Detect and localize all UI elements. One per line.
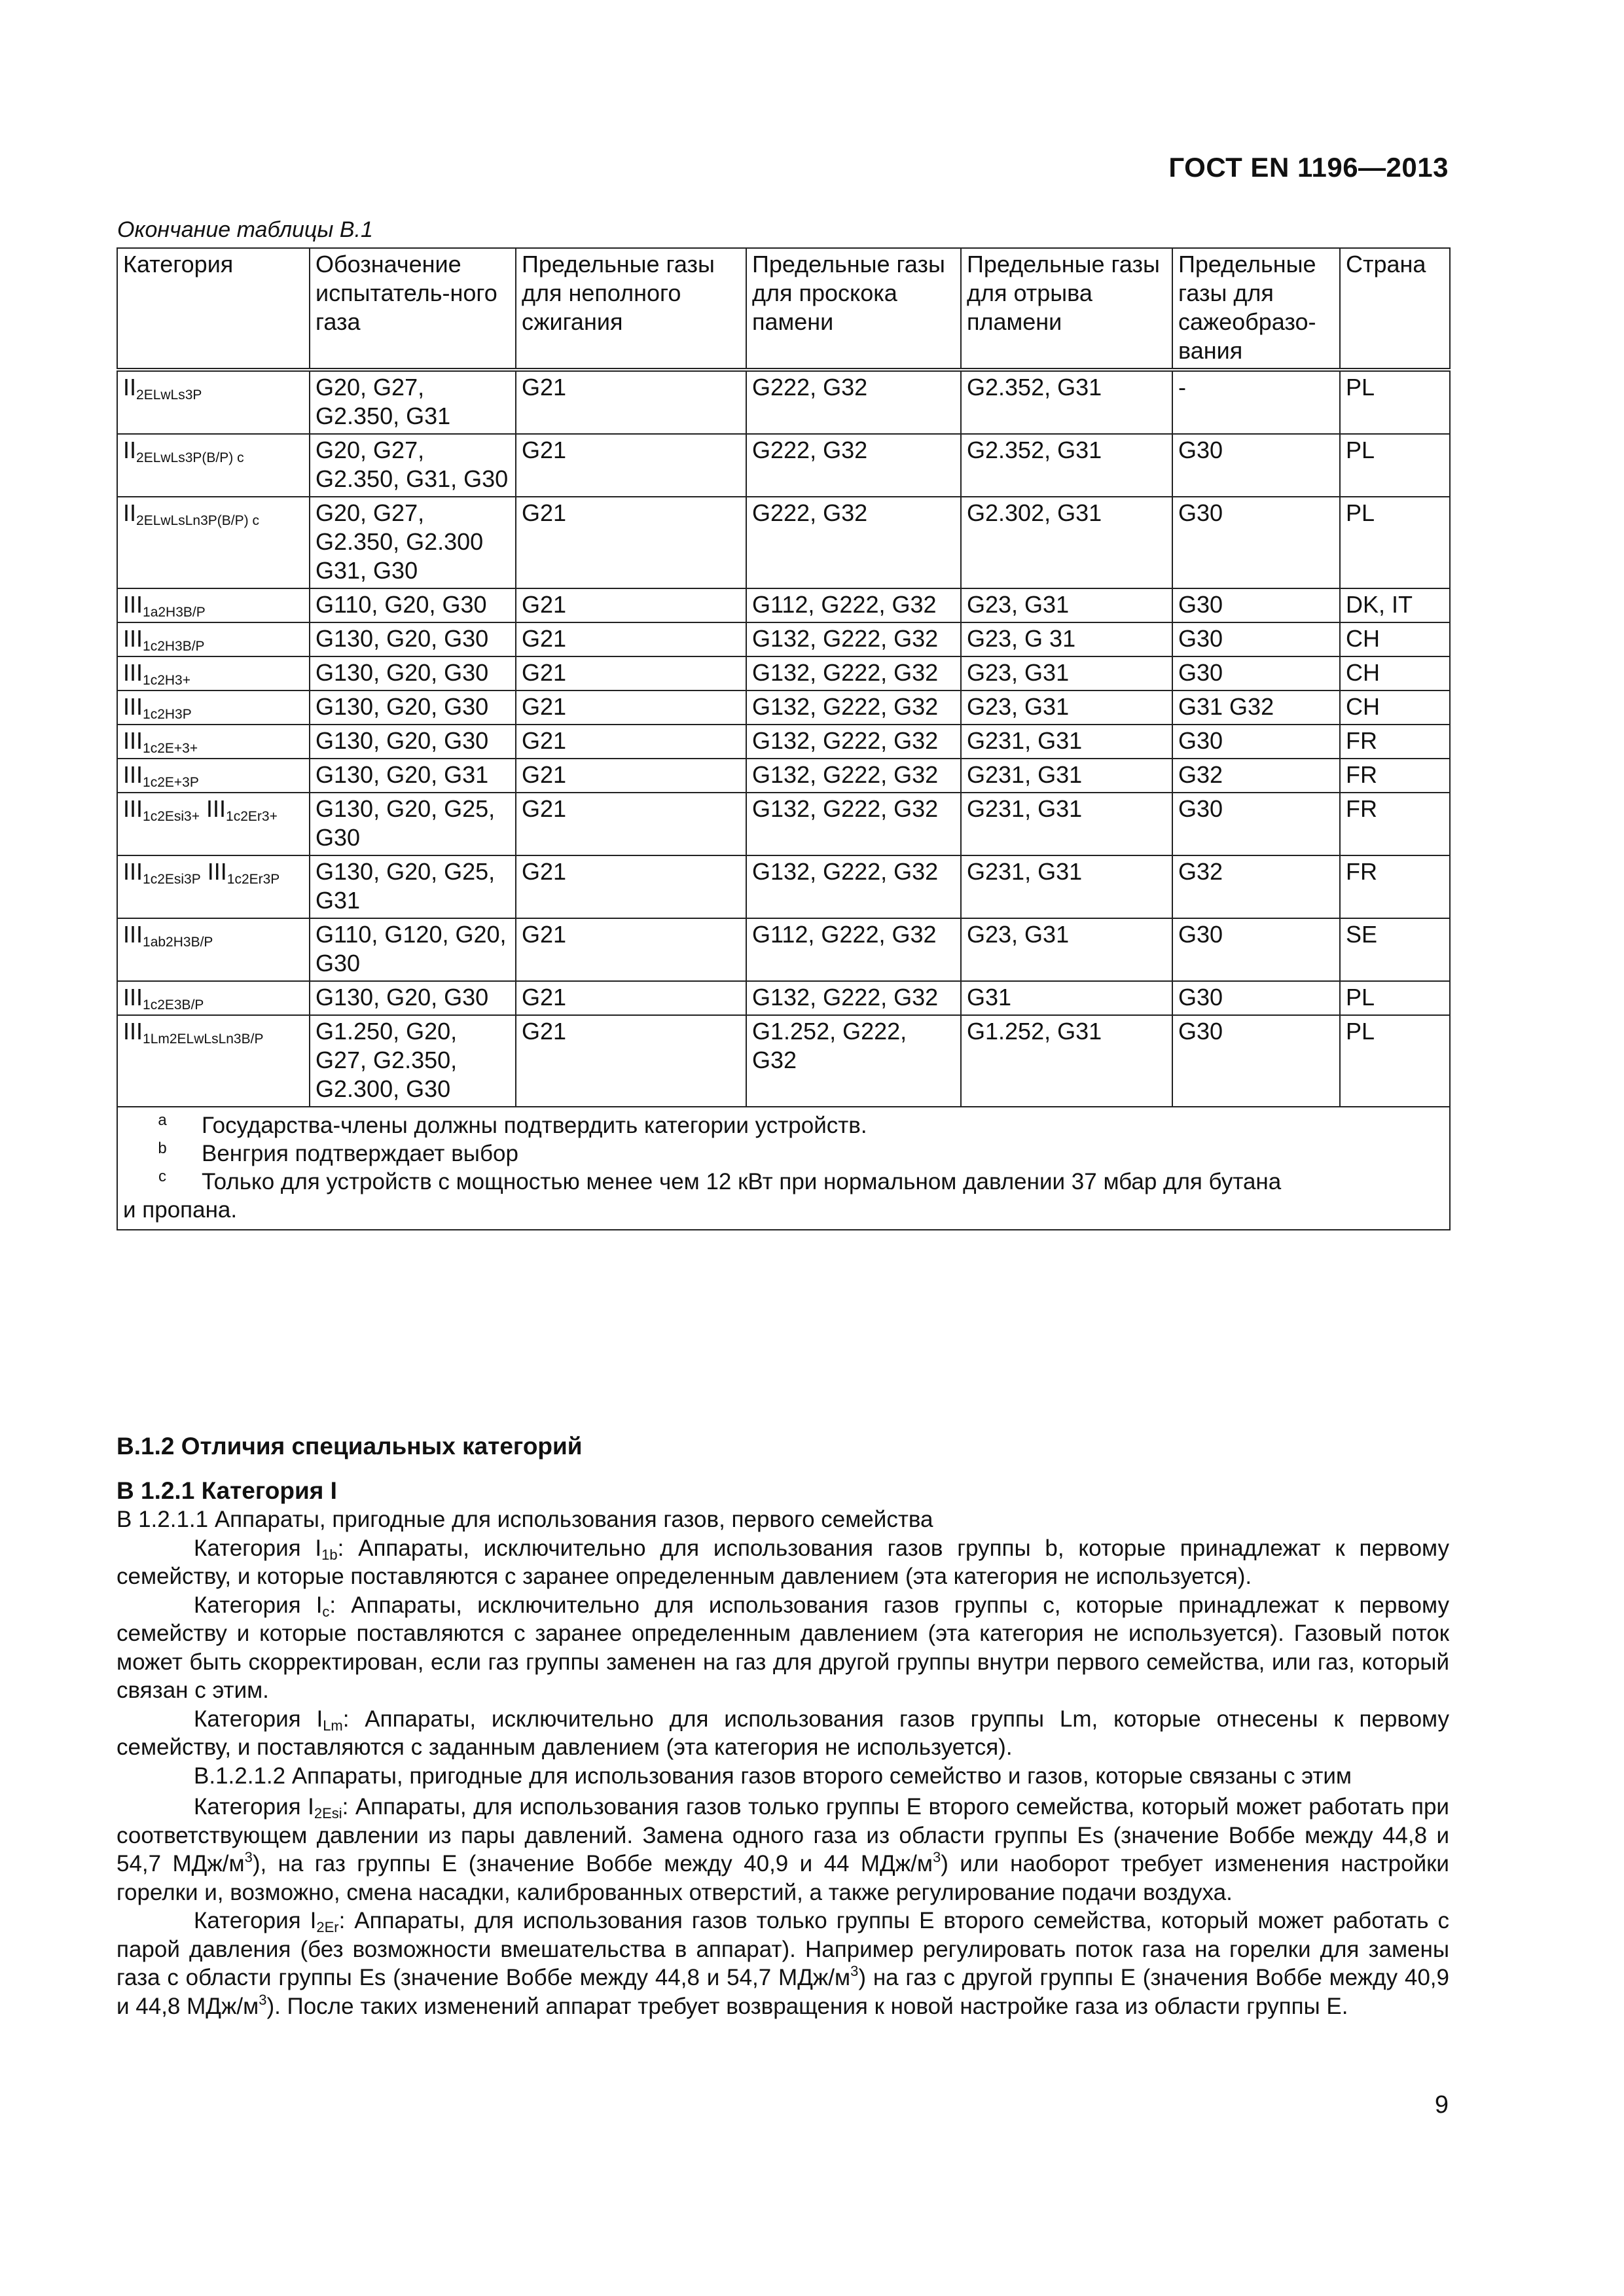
table-row xyxy=(117,1015,1450,1107)
country-cell: PL xyxy=(1340,370,1450,434)
country-cell: PL xyxy=(1340,497,1450,588)
country-cell: PL xyxy=(1340,434,1450,497)
test-gas-cell: G130, G20, G25, G31 xyxy=(310,855,516,918)
table-row xyxy=(117,759,1450,793)
flame-lift-cell: G23, G31 xyxy=(961,918,1172,981)
table-notes-row xyxy=(117,1107,1450,1230)
category-cell: $II_{2ELwLs3P}$ xyxy=(117,370,310,434)
light-back-cell: G132, G222, G32 xyxy=(746,981,961,1015)
column-header: Предельные газы для отрыва пламени xyxy=(961,248,1172,370)
flame-lift-cell: G23, G31 xyxy=(961,656,1172,691)
column-header: Обозначение испытатель-ного газа xyxy=(310,248,516,370)
flame-lift-cell: G23, G31 xyxy=(961,691,1172,725)
column-header: Страна xyxy=(1340,248,1450,370)
category-cell: $III_{1c2E3B/P}$ xyxy=(117,981,310,1015)
section-body xyxy=(117,1432,1449,2020)
incomplete-combustion-cell: G21 xyxy=(516,588,746,622)
table-row xyxy=(117,793,1450,855)
section-heading: В.1.2 Отличия специальных категорий xyxy=(117,1433,583,1460)
flame-lift-cell: G2.302, G31 xyxy=(961,497,1172,588)
table-row xyxy=(117,656,1450,691)
category-cell: $III_{1c2E+3+}$ xyxy=(117,725,310,759)
incomplete-combustion-cell: G21 xyxy=(516,918,746,981)
column-header: Категория xyxy=(117,248,310,370)
column-header: Предельные газы для сажеобразо-вания xyxy=(1172,248,1340,370)
country-cell: FR xyxy=(1340,725,1450,759)
category-cell: $III_{1c2E+3P}$ xyxy=(117,759,310,793)
column-header: Предельные газы для неполного сжигания xyxy=(516,248,746,370)
paragraph-category-ilm: Категория $I_{Lm}$: Аппараты, исключительно для использования газов группы Lm, которые отнесены к первому семейству, и поставляются с заданным давлением (эта категория не используется). xyxy=(117,1706,1449,1760)
light-back-cell: G112, G222, G32 xyxy=(746,918,961,981)
test-gas-cell: G20, G27, G2.350, G31, G30 xyxy=(310,434,516,497)
country-cell: CH xyxy=(1340,622,1450,656)
note-mark: c xyxy=(158,1168,166,1185)
sooting-cell: G30 xyxy=(1172,656,1340,691)
paragraph-category-i2er: Категория $I_{2Er}$: Аппараты, для использования газов только группы Е второго семейства, который может работать с парой давления (без возможности вмешательства в аппарат). Например регулировать поток газа на горелки для замены газа с области группы Es (значение Воббе между 44,8 и 54,7 МДж/$м^3$) на газ с другой группы Е (значения Воббе между 40,9 и 44,8 МДж/$м^3$). После таких изменений аппарат требует возвращения к новой настройке газа из области группы Е. xyxy=(117,1908,1449,2019)
light-back-cell: G132, G222, G32 xyxy=(746,622,961,656)
table-note xyxy=(123,1168,1444,1196)
page-number: 9 xyxy=(1434,2091,1449,2119)
light-back-cell: G132, G222, G32 xyxy=(746,656,961,691)
test-gas-cell: G20, G27, G2.350, G31 xyxy=(310,370,516,434)
incomplete-combustion-cell: G21 xyxy=(516,434,746,497)
table-caption: Окончание таблицы В.1 xyxy=(117,217,373,242)
incomplete-combustion-cell: G21 xyxy=(516,725,746,759)
sooting-cell: G30 xyxy=(1172,981,1340,1015)
table-row xyxy=(117,918,1450,981)
table-row xyxy=(117,434,1450,497)
incomplete-combustion-cell: G21 xyxy=(516,691,746,725)
country-cell: CH xyxy=(1340,691,1450,725)
test-gas-cell: G130, G20, G30 xyxy=(310,656,516,691)
category-cell: $III_{1Lm2ELwLsLn3B/P}$ xyxy=(117,1015,310,1107)
country-cell: SE xyxy=(1340,918,1450,981)
test-gas-cell: G130, G20, G25, G30 xyxy=(310,793,516,855)
gas-categories-table xyxy=(117,247,1451,1230)
light-back-cell: G222, G32 xyxy=(746,370,961,434)
category-cell: $III_{1c2H3B/P}$ xyxy=(117,622,310,656)
flame-lift-cell: G2.352, G31 xyxy=(961,370,1172,434)
table-notes xyxy=(117,1107,1450,1230)
table-header-row xyxy=(117,248,1450,370)
category-cell: $III_{1c2Esi3+}$ $III_{1c2Er3+}$ xyxy=(117,793,310,855)
country-cell: FR xyxy=(1340,855,1450,918)
test-gas-cell: G130, G20, G31 xyxy=(310,759,516,793)
incomplete-combustion-cell: G21 xyxy=(516,855,746,918)
country-cell: PL xyxy=(1340,1015,1450,1107)
note-text-continuation: и пропана. xyxy=(123,1197,238,1223)
country-cell: CH xyxy=(1340,656,1450,691)
table-row xyxy=(117,725,1450,759)
country-cell: FR xyxy=(1340,793,1450,855)
incomplete-combustion-cell: G21 xyxy=(516,497,746,588)
sooting-cell: G32 xyxy=(1172,855,1340,918)
table-row xyxy=(117,370,1450,434)
incomplete-combustion-cell: G21 xyxy=(516,759,746,793)
paragraph-category-ic: Категория $I_c$: Аппараты, исключительно для использования газов группы с, которые принадлежат к первому семейству и которые поставляются с заранее определенным давлением (эта категория не используется). Газовый поток может быть скорректирован, если газ группы заменен на газ для другой группы внутри первого семейства, или газ, который связан с этим. xyxy=(117,1592,1449,1703)
light-back-cell: G112, G222, G32 xyxy=(746,588,961,622)
category-cell: $III_{1c2H3+}$ xyxy=(117,656,310,691)
document-standard-header: ГОСТ EN 1196—2013 xyxy=(1168,152,1449,183)
incomplete-combustion-cell: G21 xyxy=(516,370,746,434)
flame-lift-cell: G231, G31 xyxy=(961,759,1172,793)
light-back-cell: G132, G222, G32 xyxy=(746,725,961,759)
light-back-cell: G222, G32 xyxy=(746,497,961,588)
flame-lift-cell: G2.352, G31 xyxy=(961,434,1172,497)
note-text: Только для устройств с мощностью менее чем 12 кВт при нормальном давлении 37 мбар для бутана xyxy=(202,1169,1282,1194)
light-back-cell: G132, G222, G32 xyxy=(746,691,961,725)
table-note xyxy=(123,1139,1444,1168)
incomplete-combustion-cell: G21 xyxy=(516,656,746,691)
note-mark: a xyxy=(158,1111,167,1129)
category-cell: $III_{1c2H3P}$ xyxy=(117,691,310,725)
sooting-cell: G30 xyxy=(1172,725,1340,759)
flame-lift-cell: G23, G 31 xyxy=(961,622,1172,656)
table-note xyxy=(123,1111,1444,1139)
sooting-cell: G30 xyxy=(1172,497,1340,588)
country-cell: DK, IT xyxy=(1340,588,1450,622)
test-gas-cell: G130, G20, G30 xyxy=(310,981,516,1015)
flame-lift-cell: G231, G31 xyxy=(961,725,1172,759)
test-gas-cell: G110, G20, G30 xyxy=(310,588,516,622)
test-gas-cell: G20, G27, G2.350, G2.300 G31, G30 xyxy=(310,497,516,588)
sooting-cell: G30 xyxy=(1172,588,1340,622)
flame-lift-cell: G231, G31 xyxy=(961,793,1172,855)
category-cell: $II_{2ELwLsLn3P(B/P) c}$ xyxy=(117,497,310,588)
category-cell: $III_{1c2Esi3P}$ $III_{1c2Er3P}$ xyxy=(117,855,310,918)
category-cell: $II_{2ELwLs3P(B/P) c}$ xyxy=(117,434,310,497)
paragraph-category-i1b: Категория $I_{1b}$: Аппараты, исключительно для использования газов группы b, которые принадлежат к первому семейству, и которые поставляются с заранее определенным давлением (эта категория не используется). xyxy=(117,1535,1449,1589)
table-row xyxy=(117,497,1450,588)
sooting-cell: G30 xyxy=(1172,434,1340,497)
table-row xyxy=(117,691,1450,725)
paragraph-category-i2esi: Категория $I_{2Esi}$: Аппараты, для использования газов только группы Е второго семейства, который может работать при соответствующем давлении из пары давлений. Замена одного газа из области группы Es (значение Воббе между 44,8 и 54,7 МДж/$м^3$), на газ группы Е (значение Воббе между 40,9 и 44 МДж/$м^3$) или наоборот требует изменения настройки горелки и, возможно, смена насадки, калиброванных отверстий, а также регулирование подачи воздуха. xyxy=(117,1794,1449,1905)
flame-lift-cell: G23, G31 xyxy=(961,588,1172,622)
sooting-cell: G32 xyxy=(1172,759,1340,793)
column-header: Предельные газы для проскока памени xyxy=(746,248,961,370)
flame-lift-cell: G1.252, G31 xyxy=(961,1015,1172,1107)
incomplete-combustion-cell: G21 xyxy=(516,981,746,1015)
note-text: Государства-члены должны подтвердить категории устройств. xyxy=(202,1113,867,1138)
sooting-cell: G30 xyxy=(1172,622,1340,656)
test-gas-cell: G1.250, G20, G27, G2.350, G2.300, G30 xyxy=(310,1015,516,1107)
light-back-cell: G222, G32 xyxy=(746,434,961,497)
country-cell: PL xyxy=(1340,981,1450,1015)
category-cell: $III_{1ab2H3B/P}$ xyxy=(117,918,310,981)
subsection-heading: В 1.2.1 Категория I xyxy=(117,1477,337,1504)
country-cell: FR xyxy=(1340,759,1450,793)
test-gas-cell: G130, G20, G30 xyxy=(310,622,516,656)
test-gas-cell: G130, G20, G30 xyxy=(310,691,516,725)
flame-lift-cell: G31 xyxy=(961,981,1172,1015)
table-row xyxy=(117,622,1450,656)
sooting-cell: G30 xyxy=(1172,918,1340,981)
test-gas-cell: G130, G20, G30 xyxy=(310,725,516,759)
table-row xyxy=(117,981,1450,1015)
flame-lift-cell: G231, G31 xyxy=(961,855,1172,918)
incomplete-combustion-cell: G21 xyxy=(516,622,746,656)
sooting-cell: G30 xyxy=(1172,793,1340,855)
paragraph: В.1.2.1.2 Аппараты, пригодные для использования газов второго семейство и газов, которые связаны с этим xyxy=(194,1763,1352,1789)
light-back-cell: G132, G222, G32 xyxy=(746,855,961,918)
sooting-cell: - xyxy=(1172,370,1340,434)
table-row xyxy=(117,588,1450,622)
test-gas-cell: G110, G120, G20, G30 xyxy=(310,918,516,981)
light-back-cell: G132, G222, G32 xyxy=(746,793,961,855)
incomplete-combustion-cell: G21 xyxy=(516,793,746,855)
incomplete-combustion-cell: G21 xyxy=(516,1015,746,1107)
light-back-cell: G132, G222, G32 xyxy=(746,759,961,793)
note-mark: b xyxy=(158,1139,167,1157)
table-row xyxy=(117,855,1450,918)
table-body xyxy=(117,370,1450,1107)
sooting-cell: G31 G32 xyxy=(1172,691,1340,725)
light-back-cell: G1.252, G222, G32 xyxy=(746,1015,961,1107)
paragraph: В 1.2.1.1 Аппараты, пригодные для использования газов, первого семейства xyxy=(117,1507,933,1532)
category-cell: $III_{1a2H3B/P}$ xyxy=(117,588,310,622)
note-text: Венгрия подтверждает выбор xyxy=(202,1141,518,1166)
sooting-cell: G30 xyxy=(1172,1015,1340,1107)
